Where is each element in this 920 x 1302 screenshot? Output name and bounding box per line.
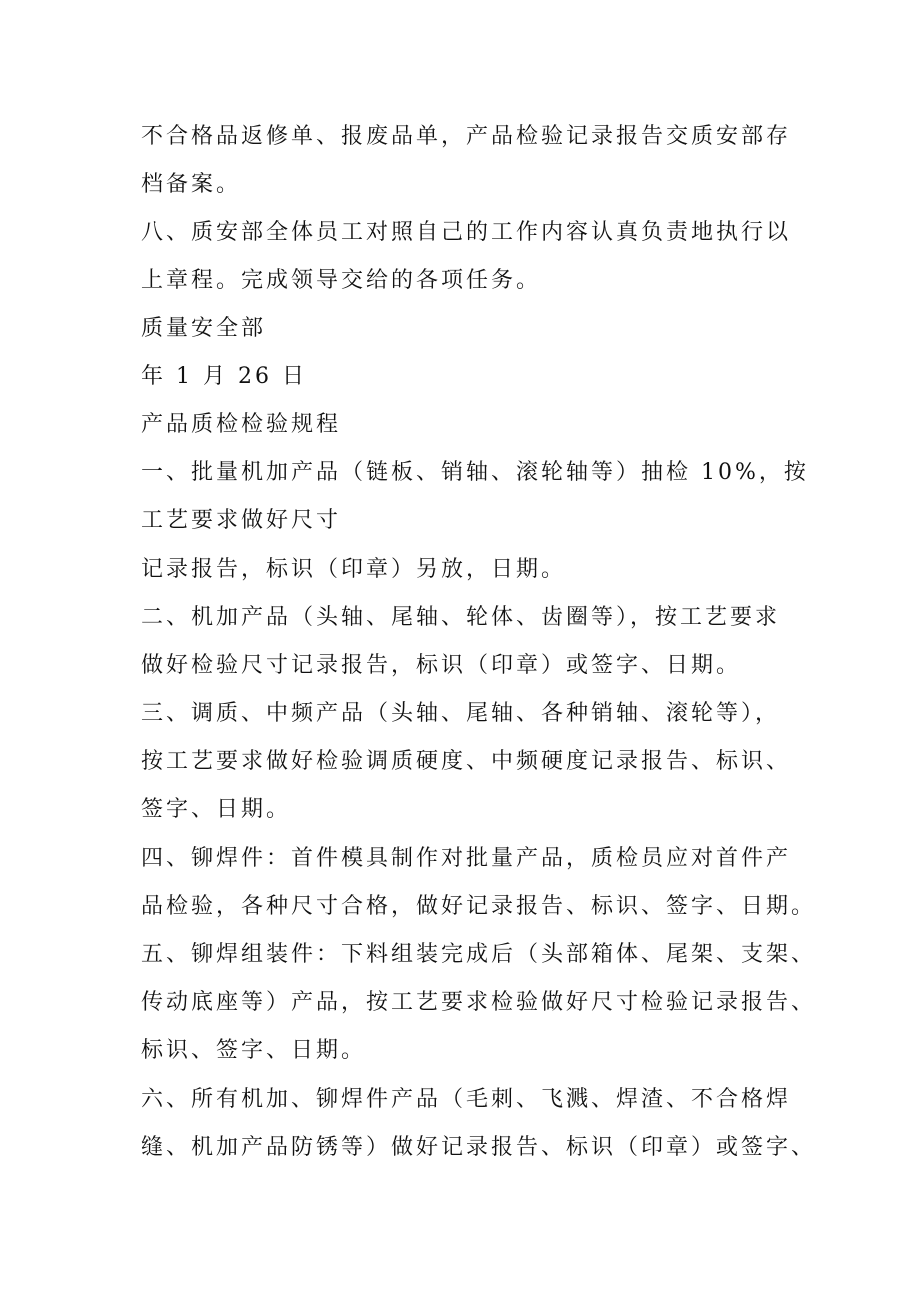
text-line: 三、调质、中频产品（头轴、尾轴、各种销轴、滚轮等）， bbox=[141, 701, 781, 726]
text-line: 四、铆焊件：首件模具制作对批量产品，质检员应对首件产 bbox=[141, 846, 792, 871]
text-line: 标识、签字、日期。 bbox=[141, 1038, 367, 1063]
text-line: 不合格品返修单、报废品单，产品检验记录报告交质安部存 bbox=[141, 124, 792, 149]
text-line: 工艺要求做好尺寸 bbox=[141, 508, 342, 533]
text-line: 五、铆焊组装件：下料组装完成后（头部箱体、尾架、支架、 bbox=[141, 942, 817, 967]
text-line: 六、所有机加、铆焊件产品（毛刺、飞溅、焊渣、不合格焊 bbox=[141, 1087, 792, 1112]
text-line: 八、质安部全体员工对照自己的工作内容认真负责地执行以 bbox=[141, 220, 792, 245]
text-line: 签字、日期。 bbox=[141, 797, 292, 822]
text-line: 按工艺要求做好检验调质硬度、中频硬度记录报告、标识、 bbox=[141, 749, 792, 774]
text-line: 记录报告，标识（印章）另放，日期。 bbox=[141, 557, 567, 582]
text-line: 传动底座等）产品，按工艺要求检验做好尺寸检验记录报告、 bbox=[141, 990, 817, 1015]
text-line: 年 1 月 26 日 bbox=[141, 364, 307, 389]
text-line: 缝、机加产品防锈等）做好记录报告、标识（印章）或签字、 bbox=[141, 1135, 817, 1160]
text-line: 二、机加产品（头轴、尾轴、轮体、齿圈等），按工艺要求 bbox=[141, 605, 781, 630]
text-line: 品检验，各种尺寸合格，做好记录报告、标识、签字、日期。 bbox=[141, 894, 817, 919]
section-title: 产品质检检验规程 bbox=[141, 412, 342, 437]
text-line: 上章程。完成领导交给的各项任务。 bbox=[141, 268, 542, 293]
text-line: 做好检验尺寸记录报告，标识（印章）或签字、日期。 bbox=[141, 653, 742, 678]
text-line: 质量安全部 bbox=[141, 316, 267, 341]
text-line: 档备案。 bbox=[141, 172, 242, 197]
text-line: 一、批量机加产品（链板、销轴、滚轮轴等）抽检 10%，按 bbox=[141, 460, 809, 485]
